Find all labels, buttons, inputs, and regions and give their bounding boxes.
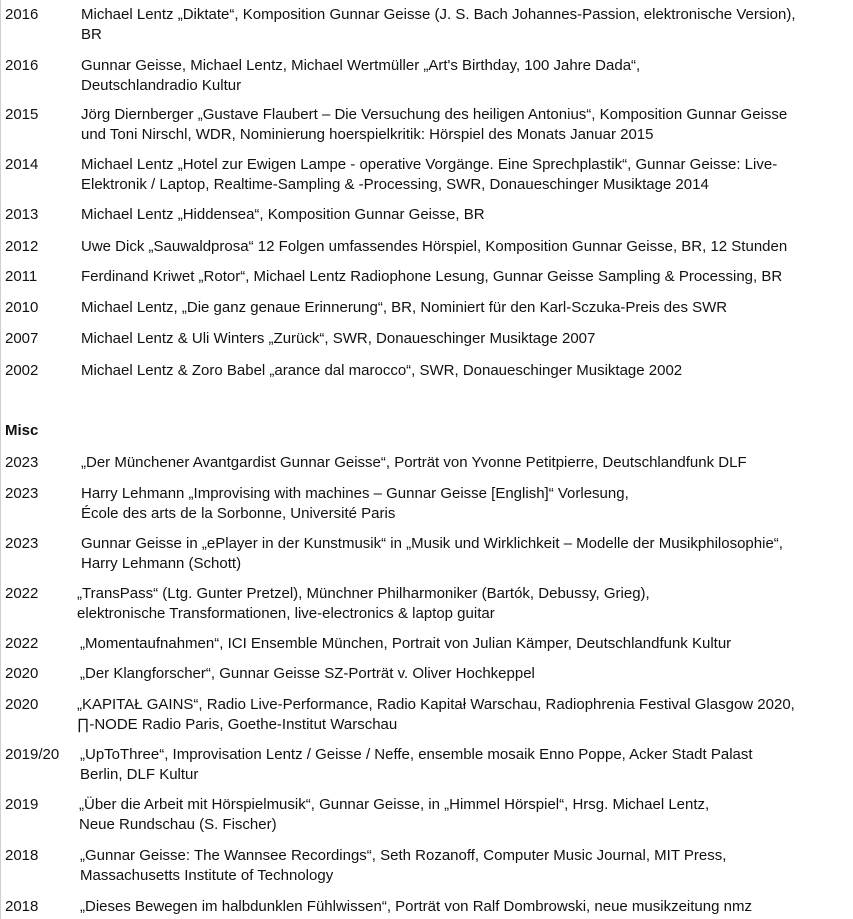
entry-line: elektronische Transformationen, live-electronics & laptop guitar xyxy=(77,605,495,622)
entry-line: „TransPass“ (Ltg. Gunter Pretzel), Münchner Philharmoniker (Bartók, Debussy, Grieg), xyxy=(77,585,650,602)
entry-text xyxy=(80,745,753,785)
entry-text xyxy=(81,484,629,524)
entry-text xyxy=(81,105,787,145)
entry-line: Michael Lentz „Diktate“, Komposition Gunnar Geisse (J. S. Bach Johannes-Passion, elektronische Version), xyxy=(81,6,796,23)
left-border xyxy=(0,0,1,919)
entry-year: 2018 xyxy=(5,898,39,915)
entry-text xyxy=(81,453,747,473)
entry-year: 2012 xyxy=(5,238,39,255)
entry-line: École des arts de la Sorbonne, Université Paris xyxy=(81,505,396,522)
entry-line: Uwe Dick „Sauwaldprosa“ 12 Folgen umfassendes Hörspiel, Komposition Gunnar Geisse, BR, 12 Stunden xyxy=(81,238,788,255)
entry-line: Deutschlandradio Kultur xyxy=(81,77,242,94)
entry-year: 2023 xyxy=(5,454,39,471)
entry-year: 2022 xyxy=(5,635,39,652)
entry-line: Jörg Diernberger „Gustave Flaubert – Die Versuchung des heiligen Antonius“, Komposition Gunnar Geisse xyxy=(81,106,788,123)
entry-line: Michael Lentz & Uli Winters „Zurück“, SWR, Donaueschinger Musiktage 2007 xyxy=(81,330,596,347)
entry-text xyxy=(77,695,795,735)
entry-line: Michael Lentz & Zoro Babel „arance dal marocco“, SWR, Donaueschinger Musiktage 2002 xyxy=(81,362,683,379)
entry-text xyxy=(79,795,709,835)
entry-year: 2023 xyxy=(5,485,39,502)
entry-line: Michael Lentz „Hotel zur Ewigen Lampe - operative Vorgänge. Eine Sprechplastik“, Gunnar Geisse: Live- xyxy=(81,156,778,173)
entry-year: 2010 xyxy=(5,299,39,316)
entry-line: Berlin, DLF Kultur xyxy=(80,766,199,783)
entry-line: und Toni Nirschl, WDR, Nominierung hoerspielkritik: Hörspiel des Monats Januar 2015 xyxy=(81,126,654,143)
entry-text xyxy=(81,155,777,195)
entry-text xyxy=(80,846,726,886)
entry-year: 2014 xyxy=(5,156,39,173)
entry-year: 2011 xyxy=(5,268,38,285)
entry-text xyxy=(81,5,796,45)
entry-line: Harry Lehmann „Improvising with machines – Gunnar Geisse [English]“ Vorlesung, xyxy=(81,485,629,502)
entry-line: Michael Lentz, „Die ganz genaue Erinnerung“, BR, Nominiert für den Karl-Sczuka-Preis des SWR xyxy=(81,299,728,316)
entry-text xyxy=(81,237,787,257)
entry-line: Gunnar Geisse in „ePlayer in der Kunstmusik“ in „Musik und Wirklichkeit – Modelle der Musikphilosophie“, xyxy=(81,535,783,552)
entry-year: 2002 xyxy=(5,362,39,379)
entry-year: 2016 xyxy=(5,6,39,23)
entry-line: „Momentaufnahmen“, ICI Ensemble München, Portrait von Julian Kämper, Deutschlandfunk Kultur xyxy=(80,635,732,652)
entry-year: 2022 xyxy=(5,585,39,602)
misc-heading: Misc xyxy=(5,422,39,439)
entry-year: 2023 xyxy=(5,535,39,552)
entry-year: 2015 xyxy=(5,106,39,123)
entry-line: „Über die Arbeit mit Hörspielmusik“, Gunnar Geisse, in „Himmel Hörspiel“, Hrsg. Michael Lentz, xyxy=(79,796,710,813)
entry-year: 2013 xyxy=(5,206,39,223)
entry-year: 2007 xyxy=(5,330,39,347)
entry-line: „Der Klangforscher“, Gunnar Geisse SZ-Porträt v. Oliver Hochkeppel xyxy=(80,665,535,682)
entry-text xyxy=(81,267,782,287)
entry-year: 2016 xyxy=(5,57,39,74)
entry-line: Neue Rundschau (S. Fischer) xyxy=(79,816,277,833)
entry-year: 2019 xyxy=(5,796,39,813)
entry-text xyxy=(80,897,752,917)
entry-line: „Gunnar Geisse: The Wannsee Recordings“, Seth Rozanoff, Computer Music Journal, MIT Press, xyxy=(80,847,727,864)
entry-text xyxy=(81,534,783,574)
entry-line: Massachusetts Institute of Technology xyxy=(80,867,334,884)
entry-text xyxy=(80,634,731,654)
entry-year: 2020 xyxy=(5,665,39,682)
entry-line: Harry Lehmann (Schott) xyxy=(81,555,242,572)
entry-text xyxy=(80,664,535,684)
entry-line: Elektronik / Laptop, Realtime-Sampling & -Processing, SWR, Donaueschinger Musiktage 2014 xyxy=(81,176,709,193)
entry-line: „Dieses Bewegen im halbdunklen Fühlwissen“, Porträt von Ralf Dombrowski, neue musikzeitung nmz xyxy=(80,898,752,915)
entry-line: „Der Münchener Avantgardist Gunnar Geisse“, Porträt von Yvonne Petitpierre, Deutschlandfunk DLF xyxy=(81,454,747,471)
entry-text xyxy=(81,361,682,381)
entry-year: 2018 xyxy=(5,847,39,864)
entry-text xyxy=(77,584,650,624)
entry-line: Michael Lentz „Hiddensea“, Komposition Gunnar Geisse, BR xyxy=(81,206,485,223)
entry-text xyxy=(81,56,640,96)
entry-text xyxy=(81,298,727,318)
entry-line: „UpToThree“, Improvisation Lentz / Geisse / Neffe, ensemble mosaik Enno Poppe, Acker Stadt Palast xyxy=(80,746,753,763)
entry-text xyxy=(81,329,595,349)
entry-text xyxy=(81,205,485,225)
entry-line: BR xyxy=(81,26,102,43)
entry-line: „KAPITAŁ GAINS“, Radio Live-Performance, Radio Kapitał Warschau, Radiophrenia Festival Glasgow 2020, xyxy=(77,696,795,713)
entry-line: ∏-NODE Radio Paris, Goethe-Institut Warschau xyxy=(77,716,398,733)
entry-line: Gunnar Geisse, Michael Lentz, Michael Wertmüller „Art's Birthday, 100 Jahre Dada“, xyxy=(81,57,641,74)
entry-year: 2019/20 xyxy=(5,746,60,763)
entry-year: 2020 xyxy=(5,696,39,713)
entry-line: Ferdinand Kriwet „Rotor“, Michael Lentz Radiophone Lesung, Gunnar Geisse Sampling & Processing, BR xyxy=(81,268,783,285)
